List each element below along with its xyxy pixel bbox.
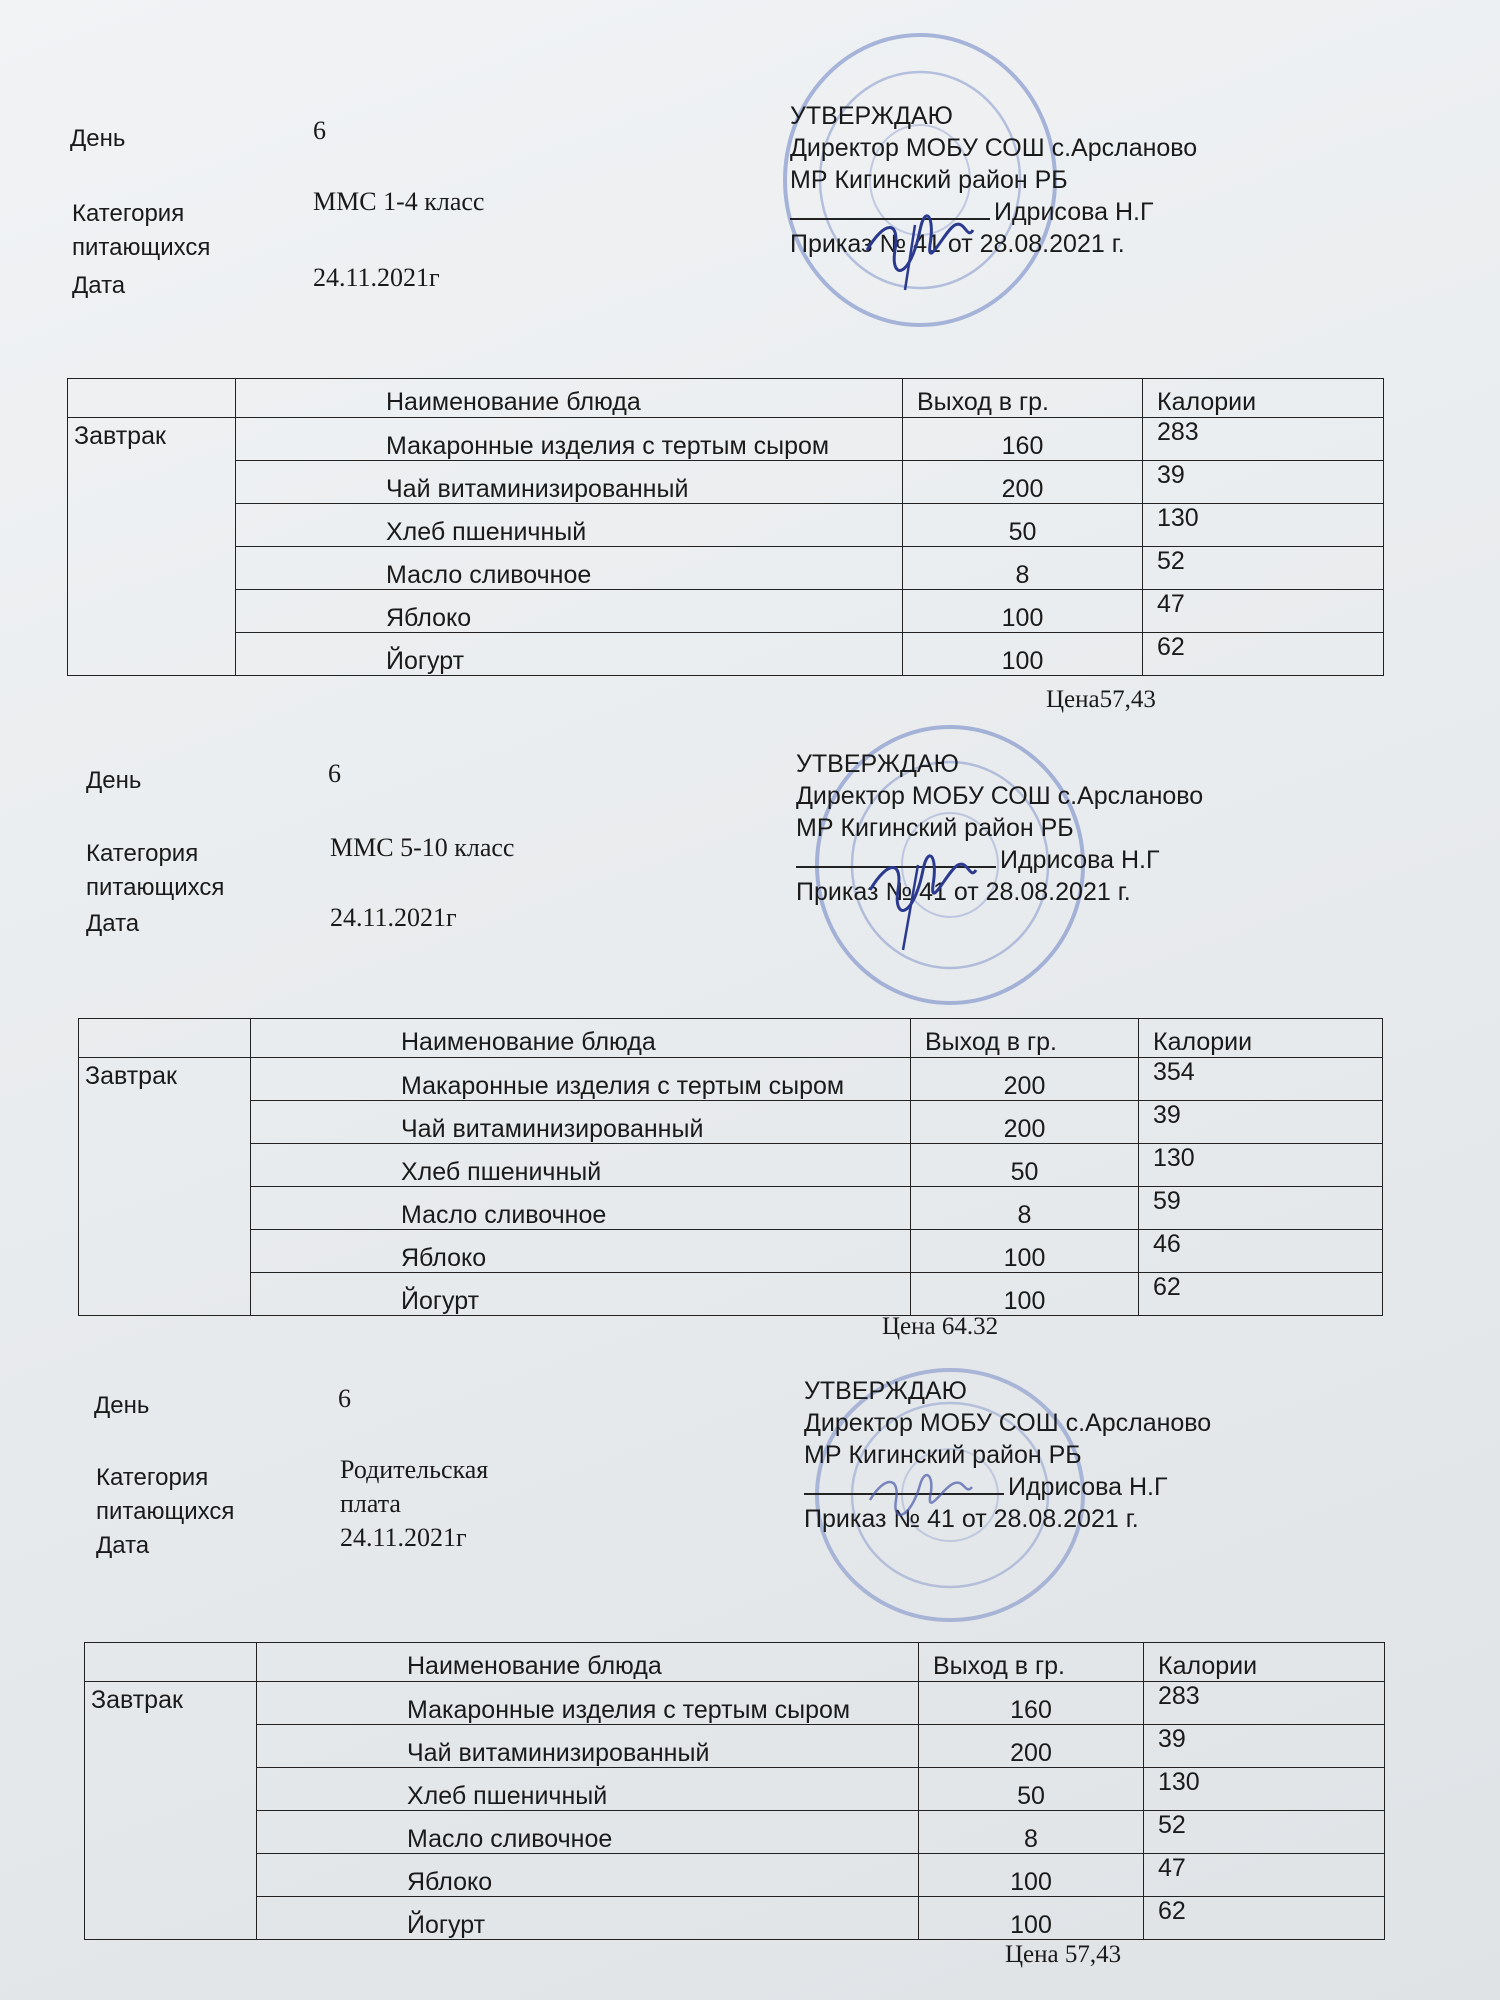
dish-weight: 8 <box>919 1811 1144 1854</box>
header-blank-cell <box>79 1019 251 1058</box>
dish-name: Макаронные изделия с тертым сыром <box>236 418 903 461</box>
approval-signer-line <box>804 1471 1211 1503</box>
dish-name: Хлеб пшеничный <box>257 1768 919 1811</box>
dish-name: Яблоко <box>257 1854 919 1897</box>
approval-signer: Идрисова Н.Г <box>1000 846 1160 874</box>
signature-line <box>804 1493 1004 1495</box>
header-calories: Калории <box>1144 1643 1385 1682</box>
day-value: 6 <box>313 116 326 145</box>
category-value-line2: плата <box>340 1489 401 1518</box>
dish-name: Масло сливочное <box>257 1811 919 1854</box>
dish-weight: 100 <box>903 590 1143 633</box>
approval-signer-line <box>796 844 1203 876</box>
approval-line1: Директор МОБУ СОШ с.Арсланово <box>804 1409 1212 1437</box>
approval-signer-line <box>790 196 1197 228</box>
approval-order: Приказ № 41 от 28.08.2021 г. <box>796 878 1131 906</box>
price-label: Цена 64.32 <box>882 1313 999 1340</box>
table-row <box>79 1058 1383 1101</box>
dish-weight: 200 <box>919 1725 1144 1768</box>
dish-weight: 200 <box>911 1101 1139 1144</box>
dish-weight: 200 <box>911 1058 1139 1101</box>
table-row <box>85 1811 1385 1854</box>
dish-weight: 100 <box>919 1897 1144 1940</box>
dish-calories: 52 <box>1143 547 1384 590</box>
dish-calories: 354 <box>1139 1058 1383 1101</box>
dish-weight: 100 <box>911 1230 1139 1273</box>
menu-table-1 <box>67 378 1384 676</box>
date-label: Дата <box>96 1532 150 1559</box>
dish-name: Чай витаминизированный <box>257 1725 919 1768</box>
approval-line2: МР Кигинский район РБ <box>804 1441 1082 1469</box>
meal-label: Завтрак <box>68 418 236 676</box>
dish-calories: 130 <box>1139 1144 1383 1187</box>
header-dish: Наименование блюда <box>236 379 903 418</box>
approval-line2: МР Кигинский район РБ <box>790 166 1068 194</box>
dish-name: Макаронные изделия с тертым сыром <box>257 1682 919 1725</box>
dish-name: Масло сливочное <box>251 1187 911 1230</box>
dish-calories: 130 <box>1144 1768 1385 1811</box>
approval-block <box>796 748 1203 908</box>
dish-weight: 200 <box>903 461 1143 504</box>
table-row <box>68 633 1384 676</box>
category-value: ММС 1-4 класс <box>313 187 485 216</box>
day-value: 6 <box>328 759 341 788</box>
dish-name: Яблоко <box>236 590 903 633</box>
table-row <box>79 1230 1383 1273</box>
dish-calories: 39 <box>1143 461 1384 504</box>
day-value: 6 <box>338 1384 351 1413</box>
table-row <box>85 1682 1385 1725</box>
table-row <box>79 1273 1383 1316</box>
dish-weight: 100 <box>919 1854 1144 1897</box>
date-value: 24.11.2021г <box>330 903 457 932</box>
dish-calories: 39 <box>1139 1101 1383 1144</box>
dish-weight: 160 <box>919 1682 1144 1725</box>
menu-table-3 <box>84 1642 1385 1940</box>
approval-line1: Директор МОБУ СОШ с.Арсланово <box>796 782 1204 810</box>
dish-calories: 39 <box>1144 1725 1385 1768</box>
dish-name: Яблоко <box>251 1230 911 1273</box>
price-label: Цена57,43 <box>1046 686 1156 713</box>
dish-weight: 8 <box>911 1187 1139 1230</box>
day-label: День <box>70 125 126 152</box>
day-label: День <box>86 767 142 794</box>
header-calories: Калории <box>1139 1019 1383 1058</box>
dish-name: Чай витаминизированный <box>251 1101 911 1144</box>
approval-signer: Идрисова Н.Г <box>1008 1473 1168 1501</box>
price-label: Цена 57,43 <box>1005 1941 1122 1968</box>
dish-name: Йогурт <box>251 1273 911 1316</box>
category-value: ММС 5-10 класс <box>330 833 515 862</box>
approval-title: УТВЕРЖДАЮ <box>804 1377 967 1405</box>
table-row <box>68 504 1384 547</box>
dish-weight: 50 <box>911 1144 1139 1187</box>
header-calories: Калории <box>1143 379 1384 418</box>
table-row <box>85 1768 1385 1811</box>
approval-order: Приказ № 41 от 28.08.2021 г. <box>804 1505 1139 1533</box>
menu-table-2 <box>78 1018 1383 1316</box>
dish-calories: 46 <box>1139 1230 1383 1273</box>
dish-calories: 62 <box>1139 1273 1383 1316</box>
category-label-2: питающихся <box>96 1498 235 1525</box>
category-value: Родительская <box>340 1455 489 1484</box>
dish-calories: 130 <box>1143 504 1384 547</box>
dish-name: Макаронные изделия с тертым сыром <box>251 1058 911 1101</box>
dish-weight: 8 <box>903 547 1143 590</box>
dish-name: Йогурт <box>236 633 903 676</box>
category-label-1: Категория <box>86 840 199 867</box>
table-row <box>79 1187 1383 1230</box>
dish-calories: 47 <box>1143 590 1384 633</box>
signature-line <box>796 866 996 868</box>
header-blank-cell <box>85 1643 257 1682</box>
dish-calories: 47 <box>1144 1854 1385 1897</box>
category-label-1: Категория <box>72 200 185 227</box>
date-label: Дата <box>86 910 140 937</box>
category-label-2: питающихся <box>86 874 225 901</box>
table-row <box>68 461 1384 504</box>
table-row <box>85 1854 1385 1897</box>
header-dish: Наименование блюда <box>257 1643 919 1682</box>
approval-line1: Директор МОБУ СОШ с.Арсланово <box>790 134 1198 162</box>
meal-label: Завтрак <box>85 1682 257 1940</box>
dish-calories: 62 <box>1143 633 1384 676</box>
header-weight: Выход в гр. <box>903 379 1143 418</box>
dish-weight: 50 <box>919 1768 1144 1811</box>
dish-name: Йогурт <box>257 1897 919 1940</box>
header-dish: Наименование блюда <box>251 1019 911 1058</box>
approval-block <box>804 1375 1211 1535</box>
table-row <box>85 1725 1385 1768</box>
dish-name: Хлеб пшеничный <box>236 504 903 547</box>
dish-weight: 100 <box>911 1273 1139 1316</box>
category-label-1: Категория <box>96 1464 209 1491</box>
approval-signer: Идрисова Н.Г <box>994 198 1154 226</box>
dish-weight: 100 <box>903 633 1143 676</box>
meal-label: Завтрак <box>79 1058 251 1316</box>
date-label: Дата <box>72 272 126 299</box>
dish-calories: 283 <box>1143 418 1384 461</box>
dish-name: Масло сливочное <box>236 547 903 590</box>
date-value: 24.11.2021г <box>313 263 440 292</box>
table-row <box>68 590 1384 633</box>
approval-block <box>790 100 1197 260</box>
dish-calories: 62 <box>1144 1897 1385 1940</box>
dish-name: Чай витаминизированный <box>236 461 903 504</box>
dish-name: Хлеб пшеничный <box>251 1144 911 1187</box>
category-label-2: питающихся <box>72 234 211 261</box>
approval-title: УТВЕРЖДАЮ <box>796 750 959 778</box>
table-row <box>85 1897 1385 1940</box>
dish-calories: 52 <box>1144 1811 1385 1854</box>
signature-line <box>790 218 990 220</box>
approval-line2: МР Кигинский район РБ <box>796 814 1074 842</box>
header-blank-cell <box>68 379 236 418</box>
dish-calories: 283 <box>1144 1682 1385 1725</box>
day-label: День <box>94 1392 150 1419</box>
header-weight: Выход в гр. <box>919 1643 1144 1682</box>
approval-order: Приказ № 41 от 28.08.2021 г. <box>790 230 1125 258</box>
table-row <box>68 418 1384 461</box>
table-row <box>79 1144 1383 1187</box>
table-row <box>79 1101 1383 1144</box>
header-weight: Выход в гр. <box>911 1019 1139 1058</box>
date-value: 24.11.2021г <box>340 1523 467 1552</box>
dish-weight: 50 <box>903 504 1143 547</box>
dish-calories: 59 <box>1139 1187 1383 1230</box>
dish-weight: 160 <box>903 418 1143 461</box>
table-row <box>68 547 1384 590</box>
approval-title: УТВЕРЖДАЮ <box>790 102 953 130</box>
